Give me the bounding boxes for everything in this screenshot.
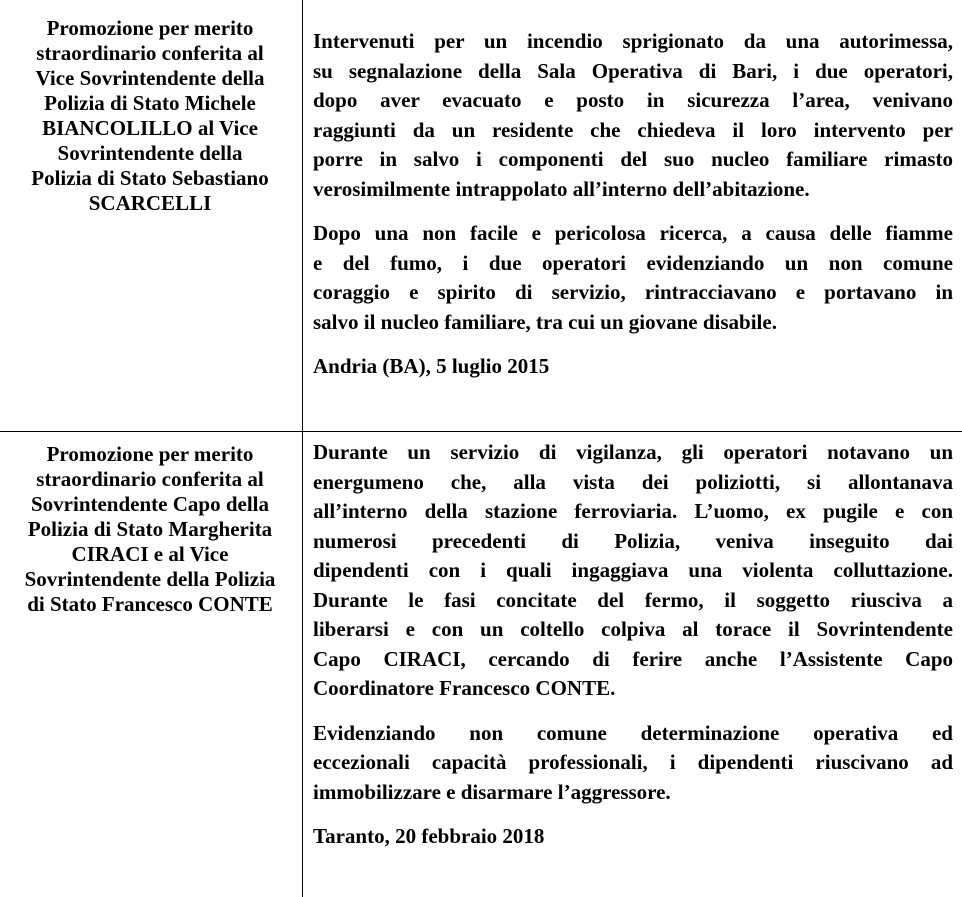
text-line: Capo CIRACI, cercando di ferire anche l’Assistente Capo: [313, 646, 953, 671]
table-row: [0, 0, 962, 432]
description-cell: [313, 27, 953, 382]
recipient-line: Polizia di Stato Michele: [44, 91, 256, 115]
recipient-line: di Stato Francesco CONTE: [27, 592, 273, 616]
recipient-line: straordinario conferita al: [36, 41, 264, 65]
text-line: Durante un servizio di vigilanza, gli operatori notavano un: [313, 440, 953, 464]
description-paragraph: [313, 27, 953, 204]
recipient-line: Sovrintendente Capo della: [30, 492, 269, 516]
text-line: eccezionali capacità professionali, i dipendenti riuscivano ad: [313, 750, 953, 774]
recipient-line: BIANCOLILLO al Vice: [42, 116, 258, 140]
place-date: Taranto, 20 febbraio 2018: [313, 824, 545, 848]
recipient-cell: [0, 442, 300, 617]
description-paragraph: [313, 219, 953, 337]
text-line: dipendenti con i quali ingaggiava una violenta colluttazione.: [313, 558, 953, 582]
place-date: Andria (BA), 5 luglio 2015: [313, 354, 550, 378]
recipient-line: Sovrintendente della: [57, 141, 243, 165]
text-line: Dopo una non facile e pericolosa ricerca, a causa delle fiamme: [313, 221, 953, 245]
description-paragraph: [313, 438, 953, 704]
text-line: Evidenziando non comune determinazione operativa ed: [313, 720, 953, 745]
recipient-line: Polizia di Stato Sebastiano: [31, 166, 269, 190]
recipient-line: Sovrintendente della Polizia: [24, 567, 276, 591]
text-line: coraggio e spirito di servizio, rintracciavano e portavano in: [313, 280, 953, 304]
recipient-line: CIRACI e al Vice: [71, 542, 229, 566]
recipient-line: SCARCELLI: [88, 191, 212, 215]
text-line: porre in salvo i componenti del suo nucleo familiare rimasto: [313, 147, 953, 171]
text-line: verosimilmente intrappolato all’interno dell’abitazione.: [313, 176, 810, 201]
text-line: su segnalazione della Sala Operativa di Bari, i due operatori,: [313, 58, 953, 83]
table-row: [0, 432, 962, 897]
text-line: liberarsi e con un coltello colpiva al torace il Sovrintendente: [313, 617, 953, 641]
text-line: raggiunti da un residente che chiedeva il loro intervento per: [313, 117, 953, 142]
text-line: Durante le fasi concitate del fermo, il soggetto riusciva a: [313, 587, 953, 612]
recipient-line: Polizia di Stato Margherita: [27, 517, 273, 541]
recipient-line: Promozione per merito: [46, 16, 254, 40]
text-line: immobilizzare e disarmare l’aggressore.: [313, 779, 671, 804]
text-line: all’interno della stazione ferroviaria. L’uomo, ex pugile e con: [313, 499, 953, 523]
recipient-cell: [0, 16, 300, 216]
recipient-line: straordinario conferita al: [36, 467, 264, 491]
text-line: salvo il nucleo familiare, tra cui un giovane disabile.: [313, 309, 777, 334]
text-line: Intervenuti per un incendio sprigionato da una autorimessa,: [313, 29, 953, 53]
text-line: numerosi precedenti di Polizia, veniva inseguito dai: [313, 528, 953, 553]
recipient-line: Promozione per merito: [46, 442, 254, 466]
text-line: energumeno che, alla vista dei poliziotti, si allontanava: [313, 469, 953, 494]
text-line: dopo aver evacuato e posto in sicurezza l’area, venivano: [313, 88, 953, 112]
text-line: e del fumo, i due operatori evidenziando un non comune: [313, 250, 953, 275]
text-line: Coordinatore Francesco CONTE.: [313, 676, 616, 700]
recipient-line: Vice Sovrintendente della: [35, 66, 265, 90]
description-cell: [313, 438, 953, 852]
description-paragraph: [313, 719, 953, 808]
